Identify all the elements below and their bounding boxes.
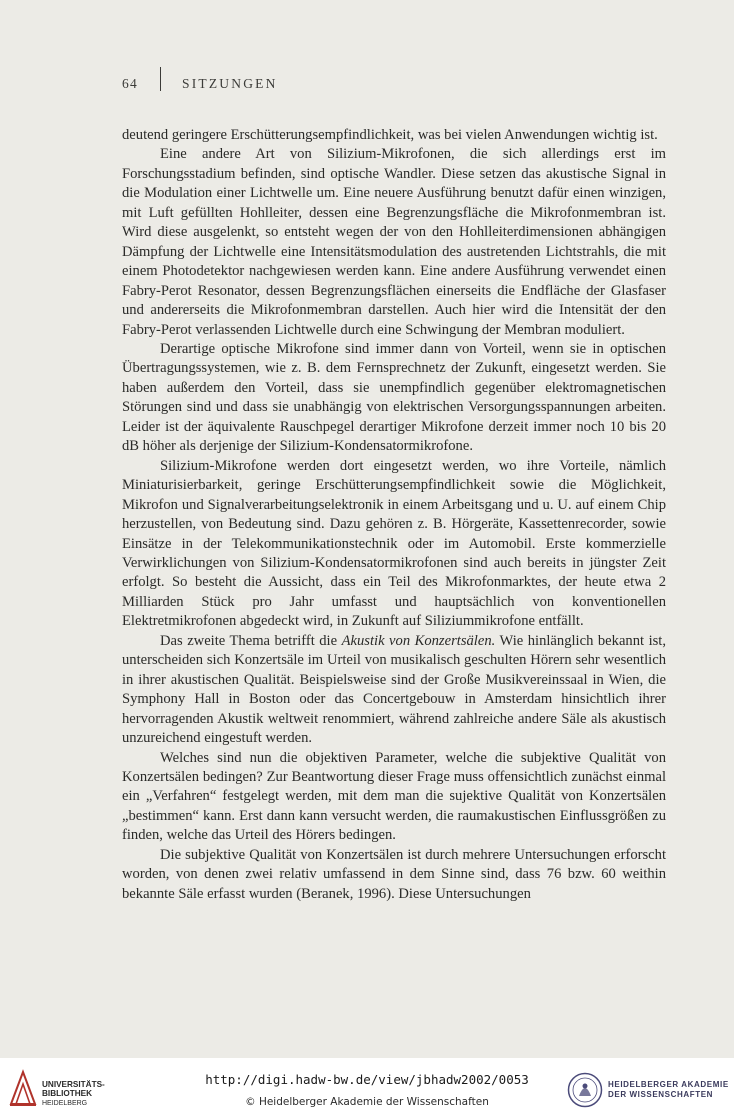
paragraph-7: Die subjektive Qualität von Konzertsälen ist durch mehrere Untersuchungen erforscht worden, von denen zwei relativ umfassend in dem Sinne sind, dass 76 bzw. 60 weithin bekannte Säle erfasst wurden (Beranek, 1996). Diese Untersuchungen <box>122 846 666 902</box>
permalink[interactable]: http://digi.hadw-bw.de/view/jbhadw2002/0053 <box>205 1072 529 1087</box>
academy-line-1: HEIDELBERGER AKADEMIE <box>608 1080 729 1089</box>
paragraph-5-lead: Das zweite Thema betrifft die <box>160 632 342 649</box>
paragraph-6: Welches sind nun die objektiven Parameter, welche die subjektive Qualität von Konzertsälen bedingen? Zur Beantwortung dieser Frage muss offensichtlich zunächst einmal ein „Verfahren“ festgelegt werden, mit dem man die sujektive Qualität von Konzertsälen „bestimmen“ kann. Erst dann kann versucht werden, die raumakustischen Einflussgrößen zu finden, welche das Urteil des Hörers bedingen. <box>122 749 666 844</box>
academy-seal-icon <box>567 1072 603 1108</box>
academy-line-2: DER WISSENSCHAFTEN <box>608 1090 714 1099</box>
header-divider <box>160 67 161 91</box>
paragraph-5 <box>122 632 666 749</box>
academy-name <box>608 1080 729 1100</box>
paragraph-5-rest: Wie hinlänglich bekannt ist, unterscheiden sich Konzertsäle im Urteil von musikalisch geschulten Hörern sehr wesentlich in ihrer akustischen Qualität. Beispielsweise sind der Große Musikvereinssaal in Wien, die Symphony Hall in Boston oder das Concertgebouw in Amsterdam hinsichtlich ihrer hervorragenden Akustik weltweit renommiert, während zahlreiche andere Säle als akustisch unzureichend eingestuft werden. <box>122 632 667 747</box>
body-text <box>122 126 666 904</box>
library-line-1: UNIVERSITÄTS- <box>42 1080 105 1089</box>
paragraph-4: Silizium-Mikrofone werden dort eingesetzt werden, wo ihre Vorteile, nämlich Miniaturisierbarkeit, geringe Erschütterungsempfindlichkeit sowie die Möglichkeit, Mikrofon und Signalverarbeitungselektronik in einem Arbeitsgang und u. U. auf einem Chip herzustellen, von Bedeutung sind. Dazu gehören z. B. Hörgeräte, Kassettenrecorder, sowie Einsätze in der Telekommunikationstechnik oder im Automobil. Erste kommerzielle Verwirklichungen von Silizium-Kondensatormikrofonen sind auch bereits in jüngster Zeit erfolgt. So besteht die Aussicht, dass ein Teil des Mikrofonmarktes, der heute etwa 2 Milliarden Stück pro Jahr umfasst und hauptsächlich von konventionellen Elektretmikrofonen abgedeckt wird, in Zukunft auf Siliziummikrofone entfällt. <box>122 457 666 630</box>
paragraph-1: deutend geringere Erschütterungsempfindlichkeit, was bei vielen Anwendungen wichtig ist. <box>122 127 658 143</box>
page-number: 64 <box>122 76 138 91</box>
digitization-footer <box>0 1058 734 1119</box>
library-line-2: BIBLIOTHEK <box>42 1089 93 1099</box>
paragraph-3: Derartige optische Mikrofone sind immer dann von Vorteil, wenn sie in optischen Übertragungssystemen, wie z. B. dem Fernsprechnetz der Zukunft, eingesetzt werden. Sie haben außerdem den Vorteil, dass sie unempfindlich gegenüber elektromagnetischen Störungen sind und dass sie unabhängig von elektrischen Versorgungsspannungen arbeiten. Leider ist der äquivalente Rauschpegel derartiger Mikrofone derzeit immer noch 10 bis 20 dB höher als derjenige der Silizium-Kondensatormikrofone. <box>122 340 666 455</box>
paragraph-2: Eine andere Art von Silizium-Mikrofonen, die sich allerdings erst im Forschungsstadium befinden, sind optische Wandler. Diese setzen das akustische Signal in die Modulation einer Lichtwelle um. Eine neuere Ausführung benutzt dafür einen winzigen, mit Luft gefüllten Hohlleiter, dessen eine Begrenzungsfläche die Mikrofonmembran ist. Wird diese ausgelenkt, so entsteht wegen der von den Hohlleiterdimensionen abhängigen Dämpfung der Lichtwelle eine Intensitätsmodulation des austretenden Lichtstrahls, die mit einem Photodetektor nachgewiesen werden kann. Eine andere Ausführung verwendet einen Fabry-Perot Resonator, dessen Begrenzungsflächen einerseits die Endfläche der Glasfaser und andererseits die Mikrofonmembran darstellen. Auch hier wird die Intensität der den Fabry-Perot verlassenden Lichtwelle durch eine Schwingung der Membran moduliert. <box>122 146 666 338</box>
copyright-notice: © Heidelberger Akademie der Wissenschaften <box>245 1096 489 1108</box>
topic-title-italic: Akustik von Konzertsälen. <box>341 632 496 649</box>
running-title: SITZUNGEN <box>182 76 278 91</box>
library-line-3: HEIDELBERG <box>42 1099 88 1107</box>
